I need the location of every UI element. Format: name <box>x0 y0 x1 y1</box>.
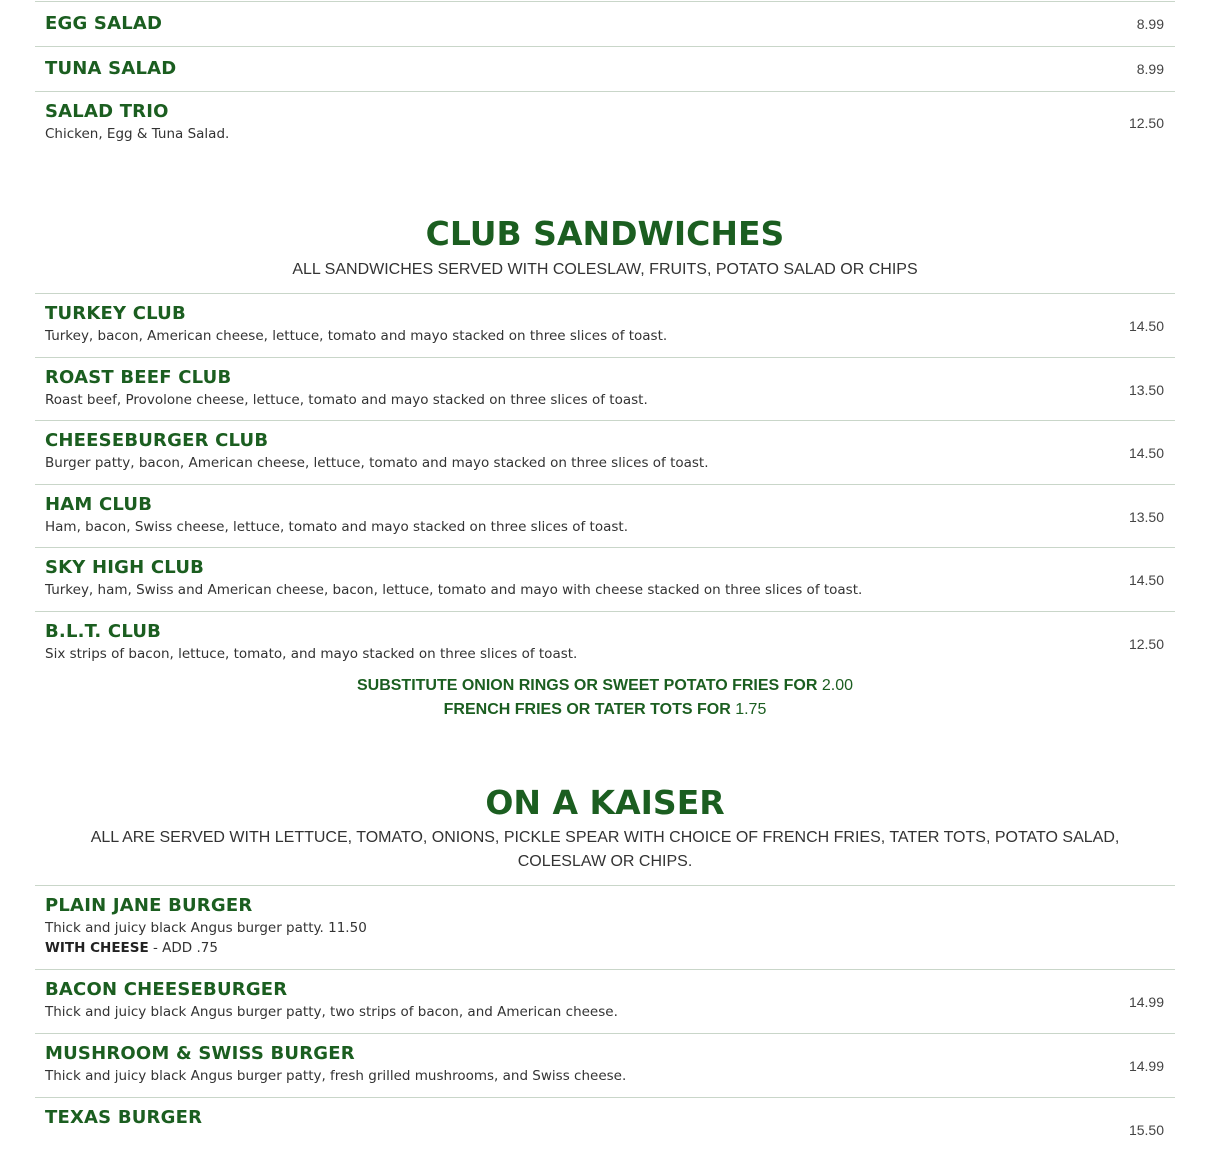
section-title-kaiser: ON A KAISER <box>485 783 725 822</box>
item-price: 14.50 <box>1128 572 1164 588</box>
note-label: FRENCH FRIES OR TATER TOTS FOR <box>443 701 731 718</box>
item-price: 12.50 <box>1128 115 1164 131</box>
item-name: TUNA SALAD <box>45 58 177 79</box>
item-name: SKY HIGH CLUB <box>45 557 205 578</box>
item-name: TURKEY CLUB <box>45 303 186 324</box>
substitution-note-1 <box>35 674 1175 698</box>
item-description: Chicken, Egg & Tuna Salad. <box>45 126 230 142</box>
menu-item[interactable] <box>35 293 1175 357</box>
menu-item[interactable] <box>35 885 1175 969</box>
item-description: Turkey, bacon, American cheese, lettuce, tomato and mayo stacked on three slices of toast. <box>45 328 668 344</box>
substitution-note-2 <box>35 698 1175 722</box>
item-description: Roast beef, Provolone cheese, lettuce, tomato and mayo stacked on three slices of toast. <box>45 392 648 408</box>
item-description: Burger patty, bacon, American cheese, lettuce, tomato and mayo stacked on three slices of toast. <box>45 455 709 471</box>
menu-item[interactable] <box>35 1097 1175 1161</box>
item-name: TEXAS BURGER <box>45 1107 203 1128</box>
salad-list <box>35 1 1175 161</box>
item-price: 8.99 <box>1136 16 1164 32</box>
item-name: BACON CHEESEBURGER <box>45 979 288 1000</box>
note-price: 2.00 <box>821 677 854 694</box>
note-label: SUBSTITUTE ONION RINGS OR SWEET POTATO FRIES FOR <box>356 677 818 694</box>
subtitle-line: ALL ARE SERVED WITH LETTUCE, TOMATO, ONIONS, PICKLE SPEAR WITH CHOICE OF FRENCH FRIES, TATER TOTS, POTATO SALAD, <box>90 829 1120 846</box>
menu-item[interactable] <box>35 91 1175 161</box>
addon-label: WITH CHEESE <box>45 940 149 956</box>
club-list <box>35 293 1175 673</box>
item-price: 14.99 <box>1128 1058 1164 1074</box>
menu-item[interactable] <box>35 484 1175 547</box>
menu-item[interactable] <box>35 420 1175 484</box>
menu-item[interactable] <box>35 1 1175 46</box>
item-name: SALAD TRIO <box>45 101 169 122</box>
item-description: Turkey, ham, Swiss and American cheese, bacon, lettuce, tomato and mayo with cheese stacked on three slices of toast. <box>45 582 863 598</box>
menu-item[interactable] <box>35 46 1175 91</box>
item-price: 14.50 <box>1128 445 1164 461</box>
menu-item[interactable] <box>35 1033 1175 1097</box>
item-price: 14.50 <box>1128 318 1164 334</box>
item-description: Thick and juicy black Angus burger patty. 11.50 <box>45 920 367 936</box>
item-price: 12.50 <box>1128 636 1164 652</box>
subtitle-line: COLESLAW OR CHIPS. <box>517 853 693 870</box>
item-price: 13.50 <box>1128 382 1164 398</box>
menu-item[interactable] <box>35 969 1175 1033</box>
item-name: EGG SALAD <box>45 13 163 34</box>
menu-item[interactable] <box>35 547 1175 611</box>
item-description: Ham, bacon, Swiss cheese, lettuce, tomato and mayo stacked on three slices of toast. <box>45 519 629 535</box>
item-description: Thick and juicy black Angus burger patty, fresh grilled mushrooms, and Swiss cheese. <box>45 1068 627 1084</box>
item-price: 13.50 <box>1128 509 1164 525</box>
item-name: CHEESEBURGER CLUB <box>45 430 269 451</box>
item-description: Thick and juicy black Angus burger patty, two strips of bacon, and American cheese. <box>45 1004 618 1020</box>
note-price: 1.75 <box>735 701 767 718</box>
item-price: 8.99 <box>1136 61 1164 77</box>
item-name: ROAST BEEF CLUB <box>45 367 232 388</box>
item-price: 14.99 <box>1128 994 1164 1010</box>
menu-item[interactable] <box>35 357 1175 420</box>
addon-text: - ADD .75 <box>148 940 218 956</box>
item-name: HAM CLUB <box>45 494 153 515</box>
item-name: PLAIN JANE BURGER <box>45 895 253 916</box>
item-name: B.L.T. CLUB <box>45 621 162 642</box>
section-subtitle-club: ALL SANDWICHES SERVED WITH COLESLAW, FRUITS, POTATO SALAD OR CHIPS <box>292 261 918 278</box>
item-addon <box>45 940 218 956</box>
menu-item[interactable] <box>35 611 1175 673</box>
item-description: Six strips of bacon, lettuce, tomato, and mayo stacked on three slices of toast. <box>45 646 578 662</box>
section-subtitle-kaiser <box>35 826 1175 874</box>
item-price: 15.50 <box>1128 1122 1164 1138</box>
section-title-club: CLUB SANDWICHES <box>425 214 785 253</box>
item-name: MUSHROOM & SWISS BURGER <box>45 1043 355 1064</box>
kaiser-list <box>35 885 1175 1161</box>
